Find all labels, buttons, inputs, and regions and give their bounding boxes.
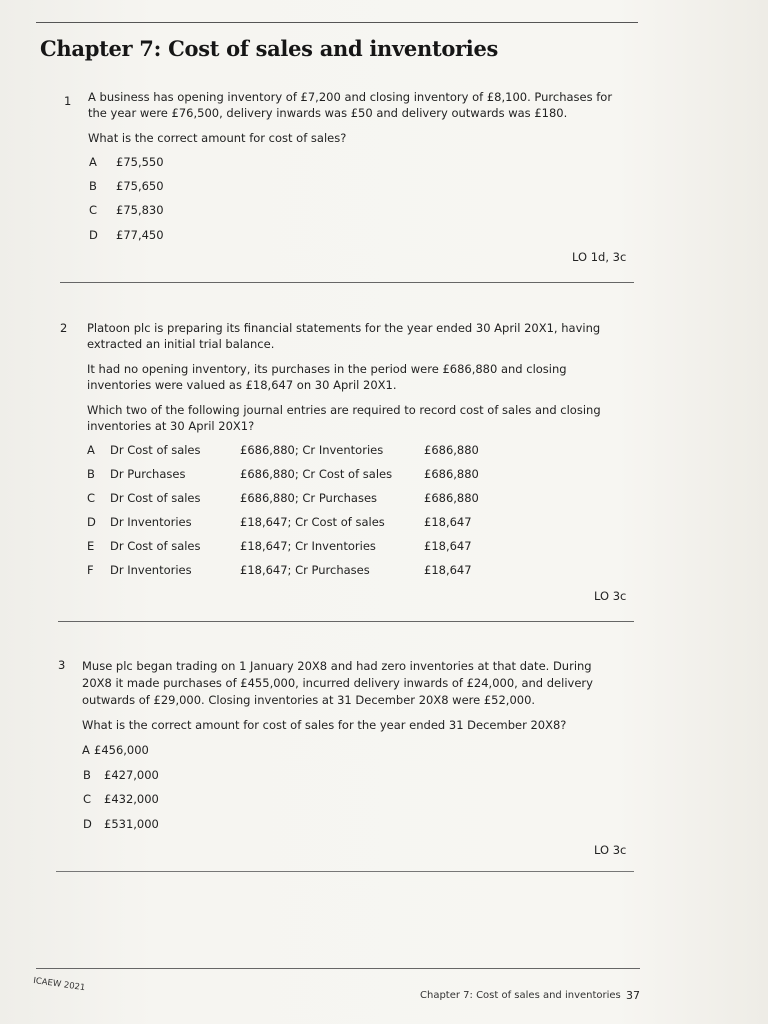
option-letter: D xyxy=(83,817,92,831)
option-letter: B xyxy=(89,179,97,193)
option-amount: £18,647 xyxy=(424,563,472,577)
option-debit: Dr Purchases xyxy=(110,467,186,481)
footer-chapter-title: Chapter 7: Cost of sales and inventories xyxy=(420,990,621,1001)
page-number: 37 xyxy=(626,989,640,1002)
option-amount: £18,647 xyxy=(424,515,472,529)
question-text-line: extracted an initial trial balance. xyxy=(87,337,275,351)
option-credit: £18,647; Cr Inventories xyxy=(240,539,376,553)
question-prompt-line: Which two of the following journal entries are required to record cost of sales and closing xyxy=(87,403,601,417)
option-letter: F xyxy=(87,563,94,577)
question-text-line: It had no opening inventory, its purchases in the period were £686,880 and closing xyxy=(87,362,567,376)
option-letter: C xyxy=(87,491,96,505)
option-letter: E xyxy=(87,539,95,553)
option-text: £456,000 xyxy=(94,743,149,757)
footer-copyright: ICAEW 2021 xyxy=(32,976,86,994)
option-text: £77,450 xyxy=(116,228,164,242)
question-prompt-line: inventories at 30 April 20X1? xyxy=(87,419,255,433)
learning-outcome: LO 3c xyxy=(594,843,627,857)
chapter-title: Chapter 7: Cost of sales and inventories xyxy=(40,36,499,61)
option-text: £75,550 xyxy=(116,155,164,169)
option-text: £75,650 xyxy=(116,179,164,193)
learning-outcome: LO 3c xyxy=(594,589,627,603)
option-letter: B xyxy=(87,467,95,481)
option-letter: A xyxy=(89,155,97,169)
option-letter: A xyxy=(87,443,95,457)
question-text-line: Platoon plc is preparing its financial statements for the year ended 30 April 20X1, having xyxy=(87,321,601,335)
question-text-line: A business has opening inventory of £7,200 and closing inventory of £8,100. Purchases for xyxy=(88,90,613,104)
question-text-line: outwards of £29,000. Closing inventories at 31 December 20X8 were £52,000. xyxy=(82,693,536,707)
option-text: £432,000 xyxy=(104,792,159,806)
option-letter: B xyxy=(83,768,91,782)
question-text-line: the year were £76,500, delivery inwards was £50 and delivery outwards was £180. xyxy=(88,106,568,120)
question-text-line: Muse plc began trading on 1 January 20X8 and had zero inventories at that date. During xyxy=(82,659,592,673)
option-debit: Dr Inventories xyxy=(110,563,192,577)
option-text: £427,000 xyxy=(104,768,159,782)
option-text: £75,830 xyxy=(116,203,164,217)
option-debit: Dr Cost of sales xyxy=(110,491,201,505)
option-amount: £18,647 xyxy=(424,539,472,553)
question-number: 1 xyxy=(64,94,72,108)
question-divider xyxy=(56,871,634,872)
option-credit: £686,880; Cr Inventories xyxy=(240,443,384,457)
option-amount: £686,880 xyxy=(424,443,479,457)
option-amount: £686,880 xyxy=(424,491,479,505)
option-letter: D xyxy=(87,515,96,529)
question-number: 2 xyxy=(60,321,68,335)
option-letter: C xyxy=(89,203,98,217)
option-text: £531,000 xyxy=(104,817,159,831)
option-credit: £686,880; Cr Cost of sales xyxy=(240,467,393,481)
option-letter: D xyxy=(89,228,98,242)
option-credit: £686,880; Cr Purchases xyxy=(240,491,378,505)
option-debit: Dr Cost of sales xyxy=(110,443,201,457)
learning-outcome: LO 1d, 3c xyxy=(572,250,627,264)
question-prompt: What is the correct amount for cost of sales? xyxy=(88,131,347,145)
question-text-line: 20X8 it made purchases of £455,000, incurred delivery inwards of £24,000, and delivery xyxy=(82,676,593,690)
footer-rule xyxy=(36,968,640,969)
top-rule xyxy=(36,22,638,23)
question-prompt: What is the correct amount for cost of sales for the year ended 31 December 20X8? xyxy=(82,718,567,732)
option-debit: Dr Cost of sales xyxy=(110,539,201,553)
option-credit: £18,647; Cr Cost of sales xyxy=(240,515,385,529)
option-debit: Dr Inventories xyxy=(110,515,192,529)
option-credit: £18,647; Cr Purchases xyxy=(240,563,370,577)
option-amount: £686,880 xyxy=(424,467,479,481)
question-divider xyxy=(58,621,634,622)
question-divider xyxy=(60,282,634,283)
question-text-line: inventories were valued as £18,647 on 30 April 20X1. xyxy=(87,378,397,392)
question-number: 3 xyxy=(58,658,66,672)
option-letter: C xyxy=(83,792,92,806)
option-letter: A xyxy=(82,743,90,757)
